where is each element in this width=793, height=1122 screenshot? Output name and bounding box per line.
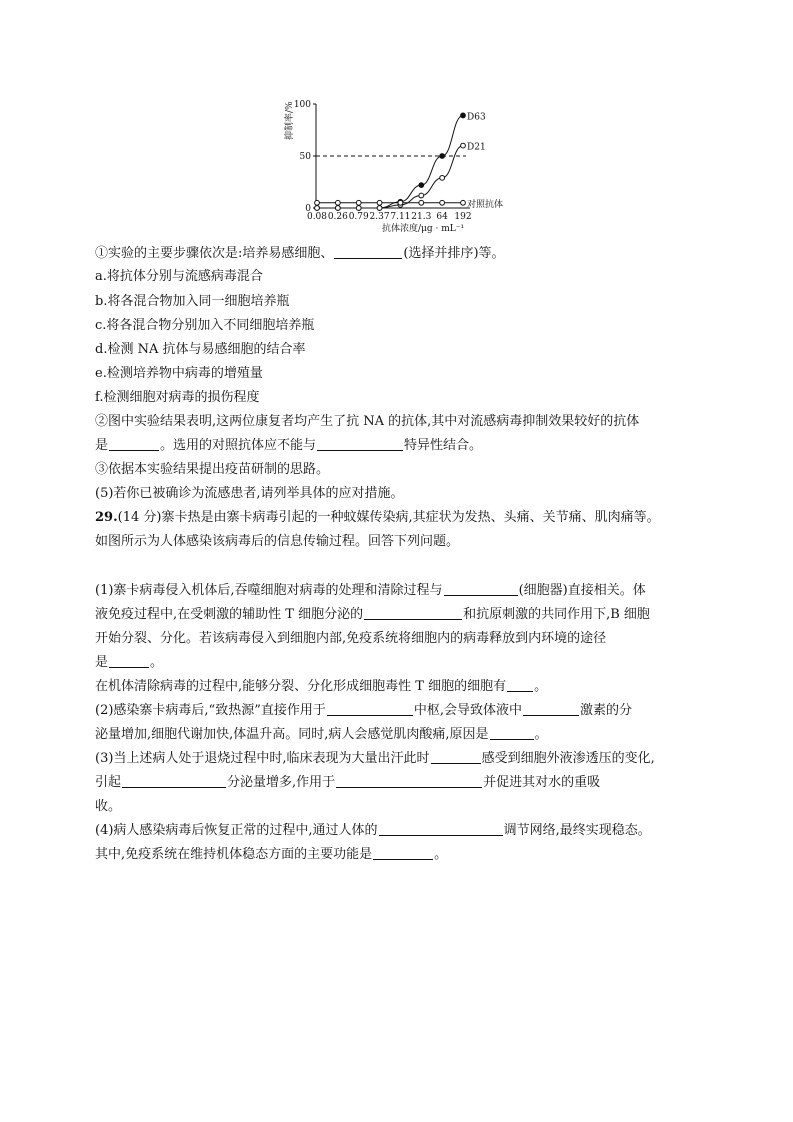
data-point	[419, 200, 424, 205]
x-tick-label: 0.08	[306, 212, 328, 222]
series-line	[317, 115, 463, 208]
text: 。选用的对照抗体应不能与	[160, 438, 317, 453]
step-order-line	[95, 245, 505, 263]
text: (14 分)寨卡热是由寨卡病毒引起的一种蚊媒传染病,其症状为发热、头痛、关节痛、肌肉痛等。	[117, 510, 660, 525]
q4-line-2	[95, 846, 447, 864]
text: (细胞器)直接相关。体	[518, 583, 646, 598]
text: 其中,免疫系统在维持机体稳态方面的主要功能是	[95, 847, 373, 862]
text: (3)当上述病人处于退烧过程中时,临床表现为大量出汗此时	[95, 751, 430, 766]
x-tick-label: 0.79	[348, 212, 369, 222]
data-point	[440, 175, 445, 180]
text: 特异性结合。	[404, 438, 483, 453]
x-tick-label: 0.26	[327, 212, 348, 222]
series-label: D21	[467, 142, 486, 153]
answer-blank[interactable]	[523, 702, 579, 716]
text: 。	[534, 727, 548, 742]
data-point	[440, 200, 445, 205]
x-axis-label: 抗体浓度/μg · mL⁻¹	[382, 224, 465, 234]
text: 中枢,会导致体液中	[413, 703, 522, 718]
data-point	[356, 200, 361, 205]
text: ①实验的主要步骤依次是:培养易感细胞、	[95, 246, 334, 261]
text: 是	[95, 655, 109, 670]
y-axis-label: 抑制率/%	[285, 101, 295, 140]
text: (1)寨卡病毒侵入机体后,吞噬细胞对病毒的处理和清除过程与	[95, 583, 443, 598]
q1-line-2	[95, 606, 650, 624]
data-point	[461, 143, 466, 148]
q1-line-1	[95, 582, 646, 600]
text: 。	[150, 655, 164, 670]
question-29-intro-2: 如图所示为人体感染该病毒后的信息传输过程。回答下列问题。	[95, 534, 460, 549]
data-point	[461, 200, 466, 205]
q2-line-2	[95, 726, 548, 744]
data-point	[377, 200, 382, 205]
text: 。	[434, 847, 448, 862]
answer-blank[interactable]	[364, 606, 462, 620]
answer-blank[interactable]	[336, 774, 482, 788]
answer-blank[interactable]	[327, 702, 413, 716]
answer-blank[interactable]	[109, 654, 149, 668]
text: 感受到细胞外液渗透压的变化,	[481, 751, 655, 766]
text: (选择并排序)等。	[403, 246, 505, 261]
answer-blank[interactable]	[373, 846, 433, 860]
x-tick-label: 64	[436, 212, 448, 222]
text: 分泌量增多,作用于	[227, 775, 336, 790]
text: 调节网络,最终实现稳态。	[503, 823, 651, 838]
y-tick-label: 100	[293, 100, 311, 110]
text: 和抗原刺激的共同作用下,B 细胞	[463, 607, 650, 622]
x-tick-label: 7.11	[390, 212, 411, 222]
data-point	[315, 206, 320, 211]
question-29-intro	[95, 509, 660, 527]
q2-line-1	[95, 702, 632, 720]
x-tick-label: 2.37	[369, 212, 390, 222]
q3-line-3: 收。	[95, 799, 122, 814]
option-f: f.检测细胞对病毒的损伤程度	[95, 390, 260, 405]
text: 并促进其对水的重吸	[483, 775, 601, 790]
y-tick-label: 0	[305, 204, 311, 214]
text: 泌量增加,细胞代谢加快,体温升高。同时,病人会感觉肌肉酸痛,原因是	[95, 727, 489, 742]
q4-line-1	[95, 822, 651, 840]
answer-blank[interactable]	[109, 437, 159, 451]
option-c: c.将各混合物分别加入不同细胞培养瓶	[95, 318, 315, 333]
answer-blank[interactable]	[379, 822, 503, 836]
text: (2)感染寨卡病毒后,“致热源”直接作用于	[95, 703, 326, 718]
x-tick-label: 21.3	[411, 212, 432, 222]
q1-line-5	[95, 678, 547, 696]
text: 是	[95, 438, 109, 453]
text: (4)病人感染病毒后恢复正常的过程中,通过人体的	[95, 823, 378, 838]
question-5: (5)若你已被确诊为流感患者,请列举具体的应对措施。	[95, 486, 404, 501]
result-line-2	[95, 437, 482, 455]
text: 激素的分	[579, 703, 632, 718]
vaccine-line: ③依据本实验结果提出疫苗研制的思路。	[95, 462, 330, 477]
q1-line-3: 开始分裂、分化。若该病毒侵入到细胞内部,免疫系统将细胞内的病毒释放到内环境的途径	[95, 631, 607, 646]
q3-line-2	[95, 774, 600, 792]
series-label: D63	[467, 112, 486, 123]
answer-blank[interactable]	[122, 774, 226, 788]
data-point	[335, 206, 340, 211]
series-label: 对照抗体	[467, 199, 504, 210]
result-line: ②图中实验结果表明,这两位康复者均产生了抗 NA 的抗体,其中对流感病毒抑制效果较好的抗体	[95, 414, 640, 429]
text: 在机体清除病毒的过程中,能够分裂、分化形成细胞毒性 T 细胞的细胞有	[95, 679, 507, 694]
data-point	[461, 113, 466, 118]
answer-blank[interactable]	[507, 678, 533, 692]
data-point	[440, 154, 445, 159]
question-number: 29.	[95, 510, 118, 525]
option-b: b.将各混合物加入同一细胞培养瓶	[95, 294, 290, 309]
text: 液免疫过程中,在受刺激的辅助性 T 细胞分泌的	[95, 607, 364, 622]
q1-line-4	[95, 654, 163, 672]
data-point	[419, 193, 424, 198]
answer-blank[interactable]	[317, 437, 403, 451]
y-tick-label: 50	[299, 152, 311, 162]
data-point	[335, 200, 340, 205]
answer-blank[interactable]	[490, 726, 534, 740]
option-d: d.检测 NA 抗体与易感细胞的结合率	[95, 342, 306, 357]
answer-blank[interactable]	[431, 750, 481, 764]
q3-line-1	[95, 750, 655, 768]
option-a: a.将抗体分别与流感病毒混合	[95, 269, 263, 284]
text: 引起	[95, 775, 122, 790]
x-tick-label: 192	[454, 212, 472, 222]
answer-blank[interactable]	[334, 245, 402, 259]
data-point	[356, 206, 361, 211]
data-point	[315, 200, 320, 205]
answer-blank[interactable]	[444, 582, 518, 596]
data-point	[398, 200, 403, 205]
data-point	[377, 206, 382, 211]
inhibition-chart	[0, 0, 793, 240]
option-e: e.检测培养物中病毒的增殖量	[95, 366, 263, 381]
text: 。	[534, 679, 548, 694]
data-point	[419, 183, 424, 188]
